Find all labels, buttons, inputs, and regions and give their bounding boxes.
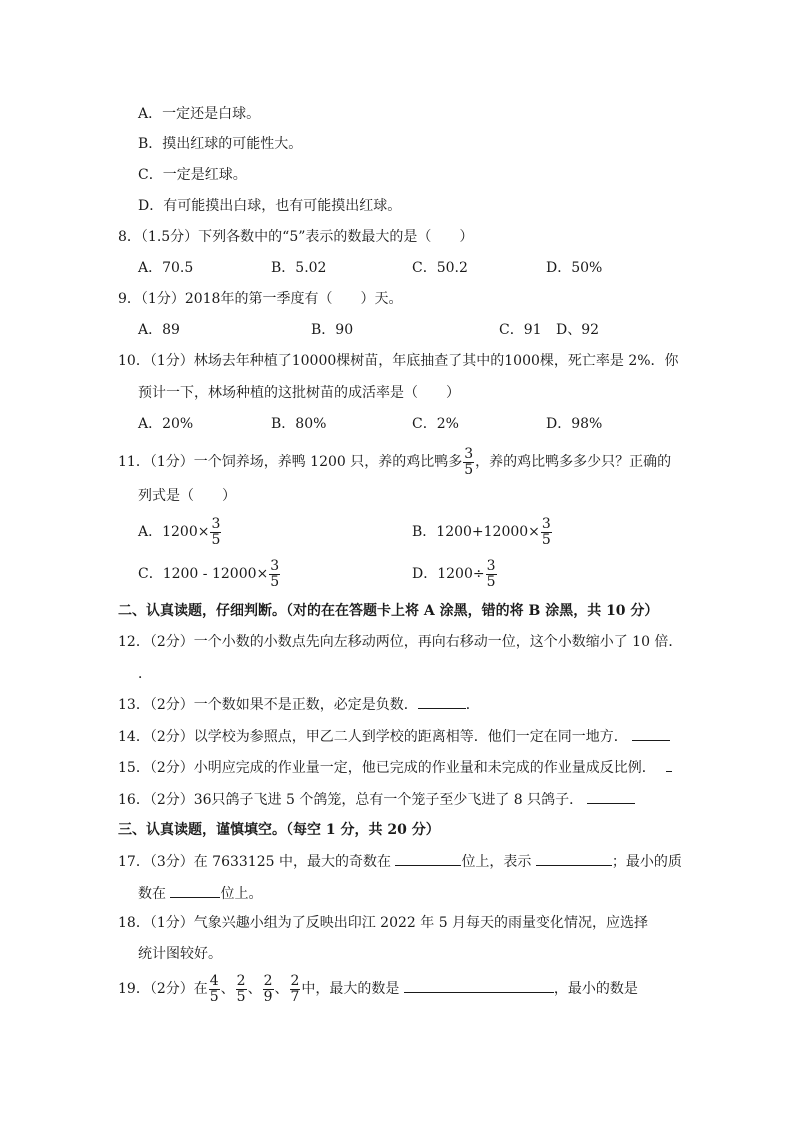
q10-option-c: C．2% xyxy=(412,416,459,432)
q14-answer-blank[interactable] xyxy=(632,726,670,741)
q11-option-b-text: B．1200+12000× xyxy=(412,524,540,540)
q9-option-b: B．90 xyxy=(311,322,354,338)
fraction-denominator: 5 xyxy=(209,988,219,1005)
fraction-numerator: 2 xyxy=(236,972,246,989)
fraction-numerator: 3 xyxy=(541,515,551,532)
q15-text: 15．（2分）小明应完成的作业量一定，他已完成的作业量和未完成的作业量成反比例． xyxy=(118,760,656,776)
fraction-denominator: 5 xyxy=(270,573,280,590)
q8-option-c: C．50.2 xyxy=(412,260,468,276)
q19-fraction-3 xyxy=(263,974,274,1005)
fraction-denominator: 5 xyxy=(236,988,246,1005)
q19-fraction-2 xyxy=(236,974,247,1005)
q19-pre: 19．（2分）在 xyxy=(118,981,208,997)
q17-part2: 位上，表示 xyxy=(461,854,532,870)
section-3-title: 三、认真读题，谨慎填空。（每空 1 分，共 20 分） xyxy=(118,822,440,838)
q14-line xyxy=(118,726,670,747)
q11-stem-fraction xyxy=(463,447,474,478)
q11-stem-line1 xyxy=(118,446,671,478)
fraction-denominator: 9 xyxy=(263,988,273,1005)
q19-answer-blank-1[interactable] xyxy=(404,978,554,993)
q7-option-c: C．一定是红球。 xyxy=(138,167,247,183)
q7-option-b: B．摸出红球的可能性大。 xyxy=(138,136,303,152)
q18-line1: 18．（1分）气象兴趣小组为了反映出印江 2022 年 5 月每天的雨量变化情况，应选择 xyxy=(118,915,649,931)
q10-option-a: A．20% xyxy=(138,416,194,432)
q17-line2 xyxy=(138,883,262,904)
q8-stem: 8．（1.5分）下列各数中的“5”表示的数最大的是（ ） xyxy=(118,229,474,245)
q9-option-a: A．89 xyxy=(138,322,180,338)
fraction-numerator: 2 xyxy=(263,972,273,989)
fraction-numerator: 3 xyxy=(464,445,474,462)
q19-fraction-1 xyxy=(209,974,220,1005)
q11-stem-post: ，养的鸡比鸭多多少只？正确的 xyxy=(475,454,672,470)
q13-line xyxy=(118,694,480,715)
q16-line xyxy=(118,789,635,810)
q11-option-a xyxy=(138,516,222,548)
q13-answer-blank[interactable] xyxy=(418,694,466,709)
q17-part3: ；最小的质 xyxy=(611,854,682,870)
q19-separator: 、 xyxy=(274,981,289,997)
q10-option-b: B．80% xyxy=(271,416,327,432)
fraction-denominator: 5 xyxy=(464,461,474,478)
q17-line1 xyxy=(118,851,682,872)
q7-option-d: D．有可能摸出白球，也有可能摸出红球。 xyxy=(138,198,402,214)
q13-text: 13．（2分）一个数如果不是正数，必定是负数． xyxy=(118,697,418,713)
q17-answer-blank-3[interactable] xyxy=(170,883,220,898)
fraction-denominator: 5 xyxy=(541,531,551,548)
q8-option-a: A．70.5 xyxy=(138,260,194,276)
fraction-numerator: 2 xyxy=(290,972,300,989)
q11-option-c xyxy=(138,558,281,590)
q9-stem: 9．（1分）2018年的第一季度有（ ）天。 xyxy=(118,291,403,307)
q19-mid: 中，最大的数是 xyxy=(301,981,400,997)
q19-separator: 、 xyxy=(220,981,235,997)
q11-option-d-fraction xyxy=(486,559,497,590)
q17-part1: 17．（3分）在 7633125 中，最大的奇数在 xyxy=(118,854,391,870)
q11-option-c-text: C．1200 - 12000× xyxy=(138,566,269,582)
q8-option-b: B．5.02 xyxy=(271,260,327,276)
q11-option-d xyxy=(412,558,498,590)
fraction-denominator: 5 xyxy=(486,573,496,590)
q16-text: 16．（2分）36只鸽子飞进 5 个鸽笼，总有一个笼子至少飞进了 8 只鸽子． xyxy=(118,792,584,808)
q19-line xyxy=(118,972,638,1006)
q19-separator: 、 xyxy=(247,981,262,997)
q11-option-b xyxy=(412,516,553,548)
q12-text: 12．（2分）一个小数的小数点先向左移动两位，再向右移动一位，这个小数缩小了 10 倍． xyxy=(118,634,683,650)
q13-tail: ． xyxy=(465,697,480,713)
q12-continuation: ． xyxy=(138,666,152,682)
q17-answer-blank-2[interactable] xyxy=(536,851,612,866)
q17-answer-blank-1[interactable] xyxy=(395,851,461,866)
q15-line xyxy=(118,757,672,778)
q19-post: ，最小的数是 xyxy=(553,981,638,997)
q10-stem-line2: 预计一下，林场种植的这批树苗的成活率是（ ） xyxy=(138,385,460,401)
q9-option-d: D、92 xyxy=(556,322,600,338)
fraction-denominator: 5 xyxy=(211,531,221,548)
section-2-title: 二、认真读题，仔细判断。（对的在在答题卡上将 A 涂黑，错的将 B 涂黑，共 10 分） xyxy=(118,603,659,619)
q17-line2-post: 位上。 xyxy=(220,886,263,902)
q11-option-a-fraction xyxy=(210,517,221,548)
q9-option-c: C．91 xyxy=(499,322,542,338)
q11-option-c-fraction xyxy=(269,559,280,590)
q11-stem-line2: 列式是（ ） xyxy=(138,488,236,504)
q16-answer-blank[interactable] xyxy=(587,789,635,804)
q10-option-d: D．98% xyxy=(546,416,603,432)
q11-option-b-fraction xyxy=(541,517,552,548)
q14-text: 14．（2分）以学校为参照点，甲乙二人到学校的距离相等．他们一定在同一地方． xyxy=(118,729,628,745)
q11-stem-pre: 11．（1分）一个饲养场，养鸭 1200 只，养的鸡比鸭多 xyxy=(118,454,463,470)
q17-line2-pre: 数在 xyxy=(138,886,166,902)
q11-option-a-text: A．1200× xyxy=(138,524,210,540)
q11-option-d-text: D．1200÷ xyxy=(412,566,485,582)
q18-line2: 统计图较好。 xyxy=(138,946,222,962)
fraction-numerator: 3 xyxy=(211,515,221,532)
q8-option-d: D．50% xyxy=(546,260,603,276)
q15-answer-blank[interactable] xyxy=(666,757,672,772)
fraction-numerator: 3 xyxy=(486,557,496,574)
fraction-denominator: 7 xyxy=(290,988,300,1005)
q7-option-a: A．一定还是白球。 xyxy=(138,106,261,122)
fraction-numerator: 4 xyxy=(209,972,219,989)
fraction-numerator: 3 xyxy=(270,557,280,574)
q10-stem-line1: 10．（1分）林场去年种植了10000棵树苗，年底抽查了其中的1000棵，死亡率是 2%．你 xyxy=(118,353,679,369)
q19-fraction-4 xyxy=(290,974,301,1005)
